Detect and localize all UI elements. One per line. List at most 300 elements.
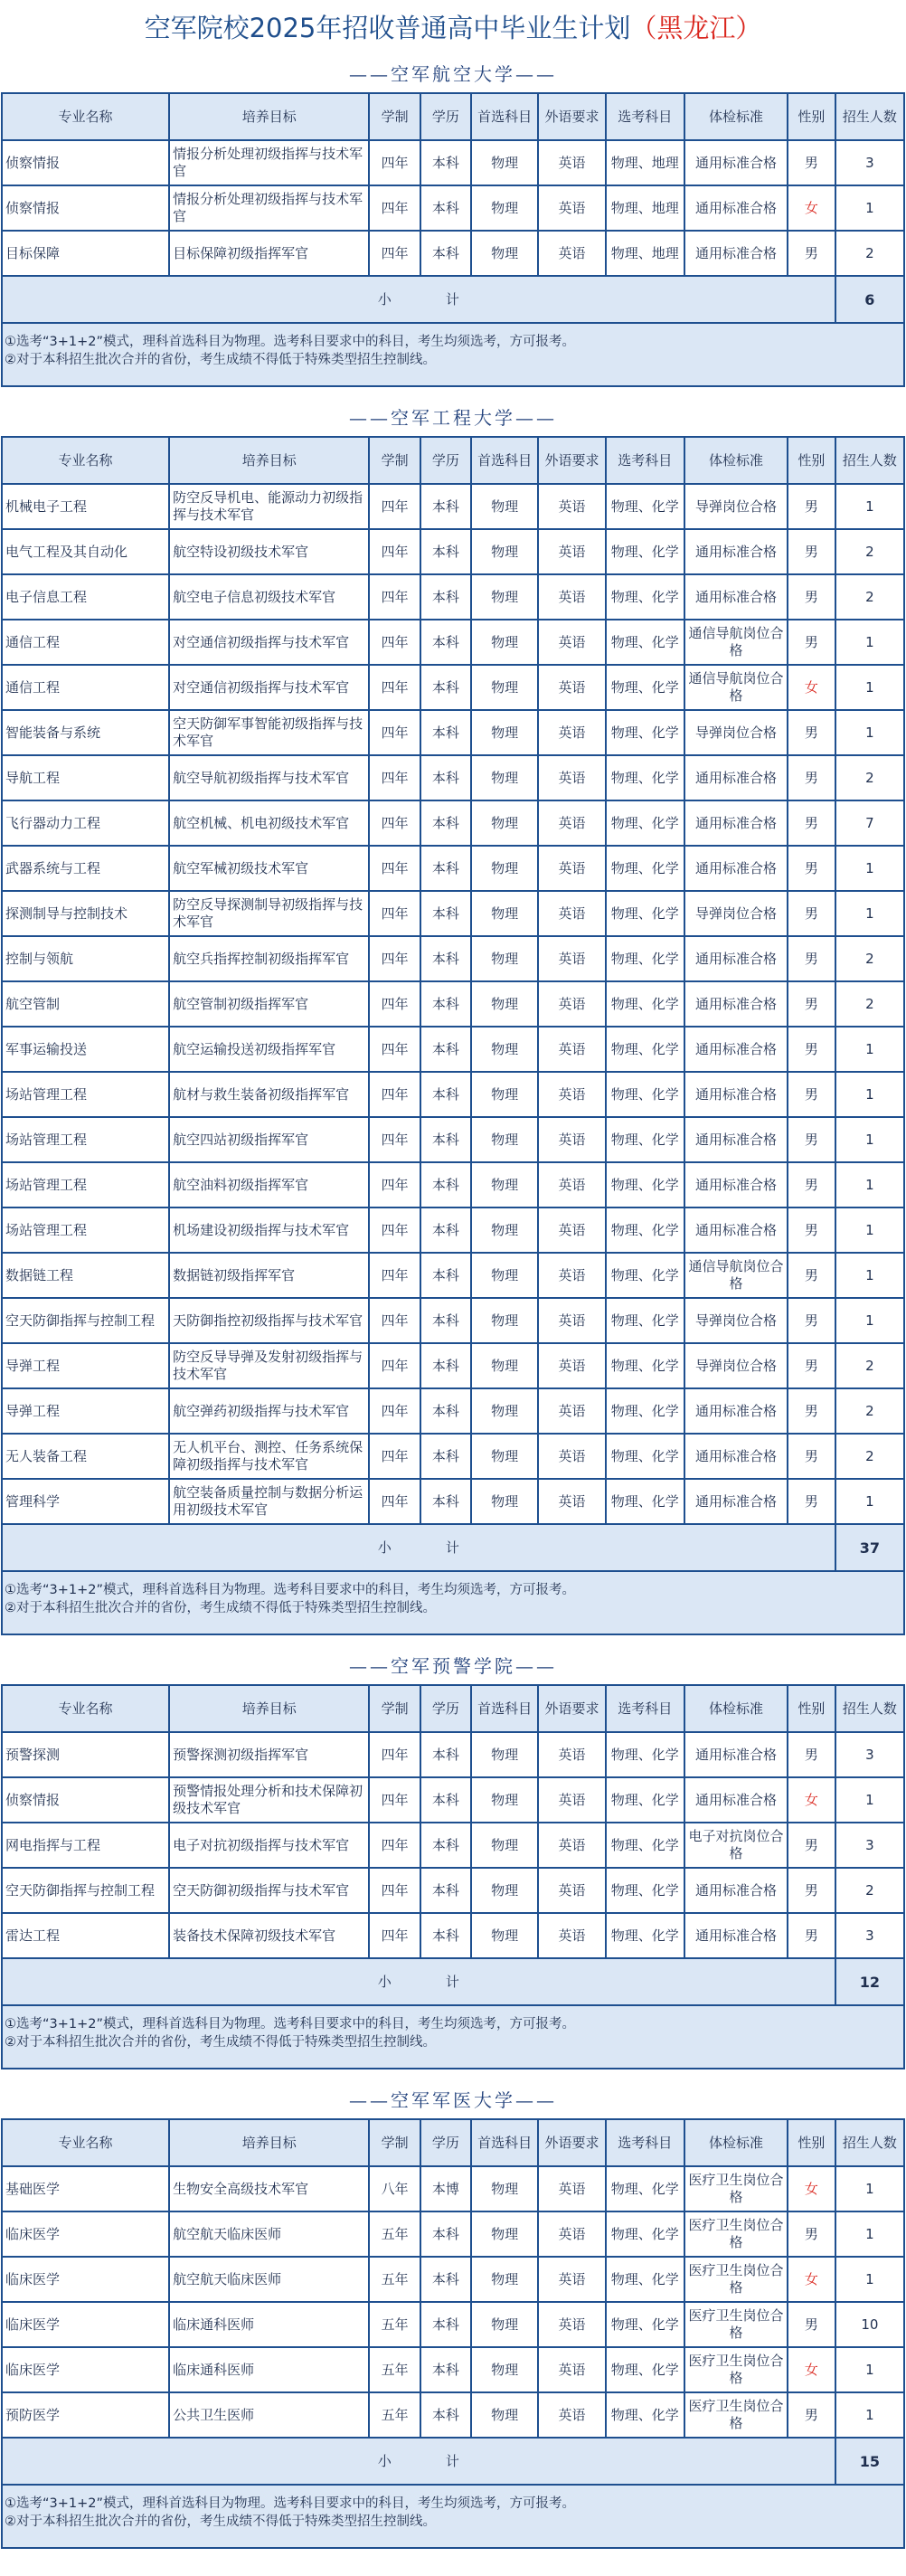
table-row [2, 1388, 904, 1434]
table-row [2, 1732, 904, 1777]
cell-gender: 男 [788, 1208, 835, 1253]
cell-count: 7 [835, 800, 904, 846]
cell-count: 1 [835, 1117, 904, 1162]
plan-table [1, 436, 905, 1572]
cell-duration: 四年 [369, 981, 420, 1027]
cell-physical: 通用标准合格 [684, 231, 788, 276]
cell-major: 场站管理工程 [2, 1208, 169, 1253]
cell-first-subject: 物理 [471, 891, 538, 936]
table-row [2, 1298, 904, 1343]
cell-elective: 物理、化学 [606, 891, 684, 936]
cell-degree: 本科 [420, 755, 471, 800]
cell-goal: 航空军械初级技术军官 [169, 846, 369, 891]
header-gender: 性别 [788, 437, 835, 484]
cell-goal: 机场建设初级指挥与技术军官 [169, 1208, 369, 1253]
plan-table [1, 92, 905, 324]
cell-goal: 空天防御军事智能初级指挥与技术军官 [169, 710, 369, 755]
cell-major: 临床医学 [2, 2257, 169, 2302]
table-row [2, 665, 904, 710]
cell-elective: 物理、化学 [606, 710, 684, 755]
school-title: ——空军军医大学—— [349, 2089, 557, 2111]
cell-degree: 本科 [420, 620, 471, 665]
cell-count: 3 [835, 1823, 904, 1868]
plan-table [1, 1684, 905, 2006]
cell-physical: 通用标准合格 [684, 755, 788, 800]
cell-elective: 物理、化学 [606, 1343, 684, 1388]
cell-gender: 男 [788, 1027, 835, 1072]
cell-major: 场站管理工程 [2, 1117, 169, 1162]
cell-first-subject: 物理 [471, 185, 538, 231]
cell-count: 1 [835, 665, 904, 710]
cell-gender: 男 [788, 1823, 835, 1868]
cell-physical: 医疗卫生岗位合格 [684, 2257, 788, 2302]
header-first-subject: 首选科目 [471, 2119, 538, 2166]
header-degree: 学历 [420, 2119, 471, 2166]
cell-goal: 航空导航初级指挥与技术军官 [169, 755, 369, 800]
cell-language: 英语 [538, 1868, 605, 1913]
table-row [2, 1162, 904, 1208]
cell-degree: 本科 [420, 936, 471, 981]
subtotal-label: 小计 [2, 1958, 835, 2005]
header-gender: 性别 [788, 2119, 835, 2166]
cell-degree: 本科 [420, 1343, 471, 1388]
cell-language: 英语 [538, 665, 605, 710]
header-first-subject: 首选科目 [471, 437, 538, 484]
cell-degree: 本科 [420, 710, 471, 755]
cell-major: 网电指挥与工程 [2, 1823, 169, 1868]
cell-elective: 物理、化学 [606, 1072, 684, 1117]
title-province: （黑龙江） [630, 13, 762, 43]
cell-elective: 物理、化学 [606, 1434, 684, 1479]
cell-language: 英语 [538, 1343, 605, 1388]
cell-language: 英语 [538, 1027, 605, 1072]
cell-elective: 物理、化学 [606, 2347, 684, 2392]
cell-goal: 情报分析处理初级指挥与技术军官 [169, 185, 369, 231]
cell-major: 雷达工程 [2, 1913, 169, 1958]
cell-goal: 航空特设初级技术军官 [169, 529, 369, 574]
table-row [2, 936, 904, 981]
cell-degree: 本科 [420, 1208, 471, 1253]
cell-count: 2 [835, 981, 904, 1027]
header-elective: 选考科目 [606, 1685, 684, 1732]
cell-elective: 物理、化学 [606, 936, 684, 981]
note-line: ②对于本科招生批次合并的省份，考生成绩不得低于特殊类型招生控制线。 [5, 353, 436, 367]
cell-count: 2 [835, 755, 904, 800]
school-section [0, 1635, 906, 2069]
header-elective: 选考科目 [606, 93, 684, 140]
cell-physical: 通用标准合格 [684, 936, 788, 981]
subtotal-label: 小计 [2, 276, 835, 323]
cell-degree: 本科 [420, 1479, 471, 1524]
cell-goal: 对空通信初级指挥与技术军官 [169, 620, 369, 665]
cell-gender: 女 [788, 185, 835, 231]
cell-duration: 五年 [369, 2211, 420, 2257]
cell-degree: 本科 [420, 1117, 471, 1162]
cell-duration: 四年 [369, 891, 420, 936]
cell-elective: 物理、化学 [606, 755, 684, 800]
cell-language: 英语 [538, 620, 605, 665]
cell-language: 英语 [538, 710, 605, 755]
table-row [2, 484, 904, 529]
header-duration: 学制 [369, 1685, 420, 1732]
cell-goal: 空天防御初级指挥与技术军官 [169, 1868, 369, 1913]
cell-duration: 五年 [369, 2302, 420, 2347]
cell-first-subject: 物理 [471, 710, 538, 755]
cell-duration: 四年 [369, 1162, 420, 1208]
cell-physical: 通用标准合格 [684, 1732, 788, 1777]
cell-language: 英语 [538, 2211, 605, 2257]
cell-elective: 物理、化学 [606, 1253, 684, 1298]
cell-duration: 四年 [369, 1117, 420, 1162]
cell-goal: 航空航天临床医师 [169, 2211, 369, 2257]
cell-elective: 物理、化学 [606, 800, 684, 846]
cell-elective: 物理、化学 [606, 1027, 684, 1072]
header-degree: 学历 [420, 437, 471, 484]
cell-degree: 本科 [420, 1913, 471, 1958]
cell-first-subject: 物理 [471, 2392, 538, 2438]
cell-duration: 四年 [369, 1298, 420, 1343]
cell-language: 英语 [538, 981, 605, 1027]
cell-first-subject: 物理 [471, 1027, 538, 1072]
cell-first-subject: 物理 [471, 936, 538, 981]
cell-major: 探测制导与控制技术 [2, 891, 169, 936]
table-row [2, 1253, 904, 1298]
cell-physical: 通用标准合格 [684, 846, 788, 891]
table-row [2, 2166, 904, 2211]
cell-language: 英语 [538, 484, 605, 529]
cell-goal: 对空通信初级指挥与技术军官 [169, 665, 369, 710]
cell-language: 英语 [538, 846, 605, 891]
header-duration: 学制 [369, 2119, 420, 2166]
cell-physical: 通用标准合格 [684, 1072, 788, 1117]
cell-count: 1 [835, 1208, 904, 1253]
subtotal-row [2, 1958, 904, 2005]
cell-degree: 本科 [420, 1388, 471, 1434]
cell-language: 英语 [538, 2347, 605, 2392]
cell-language: 英语 [538, 2257, 605, 2302]
school-title: ——空军航空大学—— [349, 63, 557, 85]
cell-duration: 四年 [369, 1823, 420, 1868]
cell-first-subject: 物理 [471, 620, 538, 665]
school-section [0, 2069, 906, 2549]
cell-elective: 物理、化学 [606, 2392, 684, 2438]
cell-degree: 本科 [420, 140, 471, 185]
cell-goal: 预警情报处理分析和技术保障初级技术军官 [169, 1777, 369, 1823]
cell-elective: 物理、化学 [606, 620, 684, 665]
cell-elective: 物理、化学 [606, 2257, 684, 2302]
cell-major: 空天防御指挥与控制工程 [2, 1868, 169, 1913]
note-line: ①选考“3+1+2”模式，理科首选科目为物理。选考科目要求中的科目，考生均须选考，方可报考。 [5, 335, 575, 349]
cell-duration: 四年 [369, 620, 420, 665]
cell-count: 1 [835, 185, 904, 231]
cell-count: 3 [835, 140, 904, 185]
cell-first-subject: 物理 [471, 1343, 538, 1388]
cell-count: 1 [835, 2257, 904, 2302]
cell-language: 英语 [538, 1072, 605, 1117]
cell-first-subject: 物理 [471, 1732, 538, 1777]
cell-goal: 航空兵指挥控制初级指挥军官 [169, 936, 369, 981]
cell-count: 1 [835, 710, 904, 755]
cell-physical: 导弹岗位合格 [684, 891, 788, 936]
cell-physical: 通用标准合格 [684, 1913, 788, 1958]
cell-count: 1 [835, 1253, 904, 1298]
header-degree: 学历 [420, 93, 471, 140]
cell-first-subject: 物理 [471, 1388, 538, 1434]
school-section [0, 56, 906, 387]
cell-elective: 物理、化学 [606, 2211, 684, 2257]
cell-major: 目标保障 [2, 231, 169, 276]
cell-major: 临床医学 [2, 2347, 169, 2392]
cell-first-subject: 物理 [471, 1434, 538, 1479]
cell-major: 临床医学 [2, 2211, 169, 2257]
cell-goal: 装备技术保障初级技术军官 [169, 1913, 369, 1958]
table-row [2, 1072, 904, 1117]
table-row [2, 710, 904, 755]
cell-degree: 本科 [420, 981, 471, 1027]
cell-physical: 通用标准合格 [684, 1868, 788, 1913]
cell-degree: 本科 [420, 484, 471, 529]
cell-physical: 通用标准合格 [684, 1777, 788, 1823]
cell-first-subject: 物理 [471, 574, 538, 620]
notes-box [1, 1572, 905, 1635]
cell-degree: 本科 [420, 2347, 471, 2392]
cell-goal: 临床通科医师 [169, 2302, 369, 2347]
cell-gender: 男 [788, 2211, 835, 2257]
cell-elective: 物理、化学 [606, 1823, 684, 1868]
cell-first-subject: 物理 [471, 140, 538, 185]
page-title [0, 0, 906, 56]
school-section [0, 387, 906, 1635]
school-title: ——空军工程大学—— [349, 407, 557, 429]
cell-physical: 通用标准合格 [684, 1027, 788, 1072]
cell-gender: 女 [788, 665, 835, 710]
cell-gender: 男 [788, 574, 835, 620]
cell-count: 1 [835, 1777, 904, 1823]
cell-duration: 四年 [369, 1868, 420, 1913]
cell-gender: 男 [788, 2302, 835, 2347]
table-row [2, 1343, 904, 1388]
cell-first-subject: 物理 [471, 2211, 538, 2257]
subtotal-count: 37 [835, 1524, 904, 1571]
cell-major: 侦察情报 [2, 185, 169, 231]
cell-major: 空天防御指挥与控制工程 [2, 1298, 169, 1343]
cell-goal: 航空四站初级指挥军官 [169, 1117, 369, 1162]
header-physical: 体检标准 [684, 2119, 788, 2166]
cell-goal: 情报分析处理初级指挥与技术军官 [169, 140, 369, 185]
cell-duration: 四年 [369, 185, 420, 231]
cell-major: 场站管理工程 [2, 1072, 169, 1117]
cell-physical: 医疗卫生岗位合格 [684, 2211, 788, 2257]
header-physical: 体检标准 [684, 1685, 788, 1732]
cell-duration: 四年 [369, 140, 420, 185]
cell-physical: 通用标准合格 [684, 140, 788, 185]
cell-elective: 物理、化学 [606, 574, 684, 620]
cell-count: 3 [835, 1913, 904, 1958]
cell-goal: 生物安全高级技术军官 [169, 2166, 369, 2211]
cell-duration: 四年 [369, 1913, 420, 1958]
cell-goal: 目标保障初级指挥军官 [169, 231, 369, 276]
cell-first-subject: 物理 [471, 231, 538, 276]
cell-duration: 四年 [369, 665, 420, 710]
cell-first-subject: 物理 [471, 529, 538, 574]
cell-first-subject: 物理 [471, 800, 538, 846]
cell-goal: 航空机械、机电初级技术军官 [169, 800, 369, 846]
cell-major: 控制与领航 [2, 936, 169, 981]
cell-physical: 通用标准合格 [684, 574, 788, 620]
cell-major: 导弹工程 [2, 1343, 169, 1388]
header-gender: 性别 [788, 93, 835, 140]
cell-count: 1 [835, 1479, 904, 1524]
cell-elective: 物理、化学 [606, 981, 684, 1027]
notes-box [1, 2486, 905, 2549]
cell-physical: 导弹岗位合格 [684, 1343, 788, 1388]
cell-physical: 医疗卫生岗位合格 [684, 2166, 788, 2211]
cell-language: 英语 [538, 891, 605, 936]
cell-degree: 本科 [420, 846, 471, 891]
cell-count: 1 [835, 891, 904, 936]
cell-first-subject: 物理 [471, 484, 538, 529]
table-row [2, 1777, 904, 1823]
cell-degree: 本科 [420, 891, 471, 936]
cell-count: 1 [835, 484, 904, 529]
note-line: ①选考“3+1+2”模式，理科首选科目为物理。选考科目要求中的科目，考生均须选考，方可报考。 [5, 2496, 575, 2511]
cell-major: 管理科学 [2, 1479, 169, 1524]
section-gap [0, 387, 906, 400]
table-row [2, 1913, 904, 1958]
cell-count: 1 [835, 1027, 904, 1072]
notes-box [1, 324, 905, 387]
header-duration: 学制 [369, 93, 420, 140]
subtotal-count: 15 [835, 2438, 904, 2485]
header-language: 外语要求 [538, 437, 605, 484]
cell-duration: 四年 [369, 1343, 420, 1388]
cell-duration: 四年 [369, 755, 420, 800]
cell-duration: 四年 [369, 1479, 420, 1524]
header-major: 专业名称 [2, 437, 169, 484]
section-gap [0, 2069, 906, 2082]
cell-language: 英语 [538, 1388, 605, 1434]
cell-count: 3 [835, 1732, 904, 1777]
cell-major: 飞行器动力工程 [2, 800, 169, 846]
header-physical: 体检标准 [684, 437, 788, 484]
cell-language: 英语 [538, 231, 605, 276]
cell-duration: 四年 [369, 574, 420, 620]
cell-language: 英语 [538, 2302, 605, 2347]
cell-major: 机械电子工程 [2, 484, 169, 529]
header-goal: 培养目标 [169, 1685, 369, 1732]
cell-first-subject: 物理 [471, 2166, 538, 2211]
cell-duration: 五年 [369, 2392, 420, 2438]
cell-degree: 本科 [420, 185, 471, 231]
header-row [2, 1685, 904, 1732]
cell-gender: 男 [788, 529, 835, 574]
table-row [2, 755, 904, 800]
title-main: 空军院校2025年招收普通高中毕业生计划 [144, 13, 631, 43]
cell-degree: 本科 [420, 2392, 471, 2438]
cell-gender: 女 [788, 1777, 835, 1823]
cell-gender: 男 [788, 1732, 835, 1777]
notes-box [1, 2006, 905, 2069]
header-goal: 培养目标 [169, 437, 369, 484]
cell-gender: 男 [788, 1072, 835, 1117]
cell-elective: 物理、化学 [606, 529, 684, 574]
table-row [2, 891, 904, 936]
cell-duration: 四年 [369, 1208, 420, 1253]
cell-physical: 导弹岗位合格 [684, 1298, 788, 1343]
cell-count: 2 [835, 936, 904, 981]
cell-elective: 物理、化学 [606, 665, 684, 710]
cell-gender: 男 [788, 231, 835, 276]
cell-goal: 临床通科医师 [169, 2347, 369, 2392]
cell-language: 英语 [538, 2166, 605, 2211]
cell-major: 临床医学 [2, 2302, 169, 2347]
cell-count: 1 [835, 846, 904, 891]
header-physical: 体检标准 [684, 93, 788, 140]
cell-major: 军事运输投送 [2, 1027, 169, 1072]
cell-major: 电子信息工程 [2, 574, 169, 620]
cell-goal: 数据链初级指挥军官 [169, 1253, 369, 1298]
table-row [2, 574, 904, 620]
table-row [2, 1208, 904, 1253]
school-title: ——空军预警学院—— [349, 1655, 557, 1677]
cell-gender: 男 [788, 1162, 835, 1208]
header-goal: 培养目标 [169, 2119, 369, 2166]
table-row [2, 2392, 904, 2438]
cell-duration: 四年 [369, 1072, 420, 1117]
table-row [2, 620, 904, 665]
cell-count: 1 [835, 2166, 904, 2211]
cell-goal: 航空电子信息初级技术军官 [169, 574, 369, 620]
cell-language: 英语 [538, 1253, 605, 1298]
cell-physical: 通用标准合格 [684, 1434, 788, 1479]
cell-first-subject: 物理 [471, 1072, 538, 1117]
cell-major: 导航工程 [2, 755, 169, 800]
cell-duration: 四年 [369, 1777, 420, 1823]
cell-duration: 五年 [369, 2257, 420, 2302]
cell-count: 1 [835, 2392, 904, 2438]
cell-major: 导弹工程 [2, 1388, 169, 1434]
cell-elective: 物理、化学 [606, 1298, 684, 1343]
cell-duration: 四年 [369, 1388, 420, 1434]
cell-physical: 通信导航岗位合格 [684, 1253, 788, 1298]
cell-first-subject: 物理 [471, 1479, 538, 1524]
table-row [2, 1117, 904, 1162]
cell-language: 英语 [538, 936, 605, 981]
cell-count: 2 [835, 1434, 904, 1479]
cell-first-subject: 物理 [471, 1298, 538, 1343]
table-row [2, 800, 904, 846]
cell-major: 场站管理工程 [2, 1162, 169, 1208]
cell-physical: 通用标准合格 [684, 529, 788, 574]
header-count: 招生人数 [835, 437, 904, 484]
cell-first-subject: 物理 [471, 1777, 538, 1823]
cell-language: 英语 [538, 755, 605, 800]
cell-goal: 航材与救生装备初级指挥军官 [169, 1072, 369, 1117]
cell-degree: 本科 [420, 1072, 471, 1117]
cell-language: 英语 [538, 185, 605, 231]
cell-degree: 本科 [420, 574, 471, 620]
cell-physical: 导弹岗位合格 [684, 710, 788, 755]
cell-language: 英语 [538, 1117, 605, 1162]
header-degree: 学历 [420, 1685, 471, 1732]
cell-major: 无人装备工程 [2, 1434, 169, 1479]
cell-first-subject: 物理 [471, 1208, 538, 1253]
cell-first-subject: 物理 [471, 1823, 538, 1868]
header-major: 专业名称 [2, 1685, 169, 1732]
cell-elective: 物理、化学 [606, 846, 684, 891]
cell-duration: 五年 [369, 2347, 420, 2392]
header-major: 专业名称 [2, 2119, 169, 2166]
